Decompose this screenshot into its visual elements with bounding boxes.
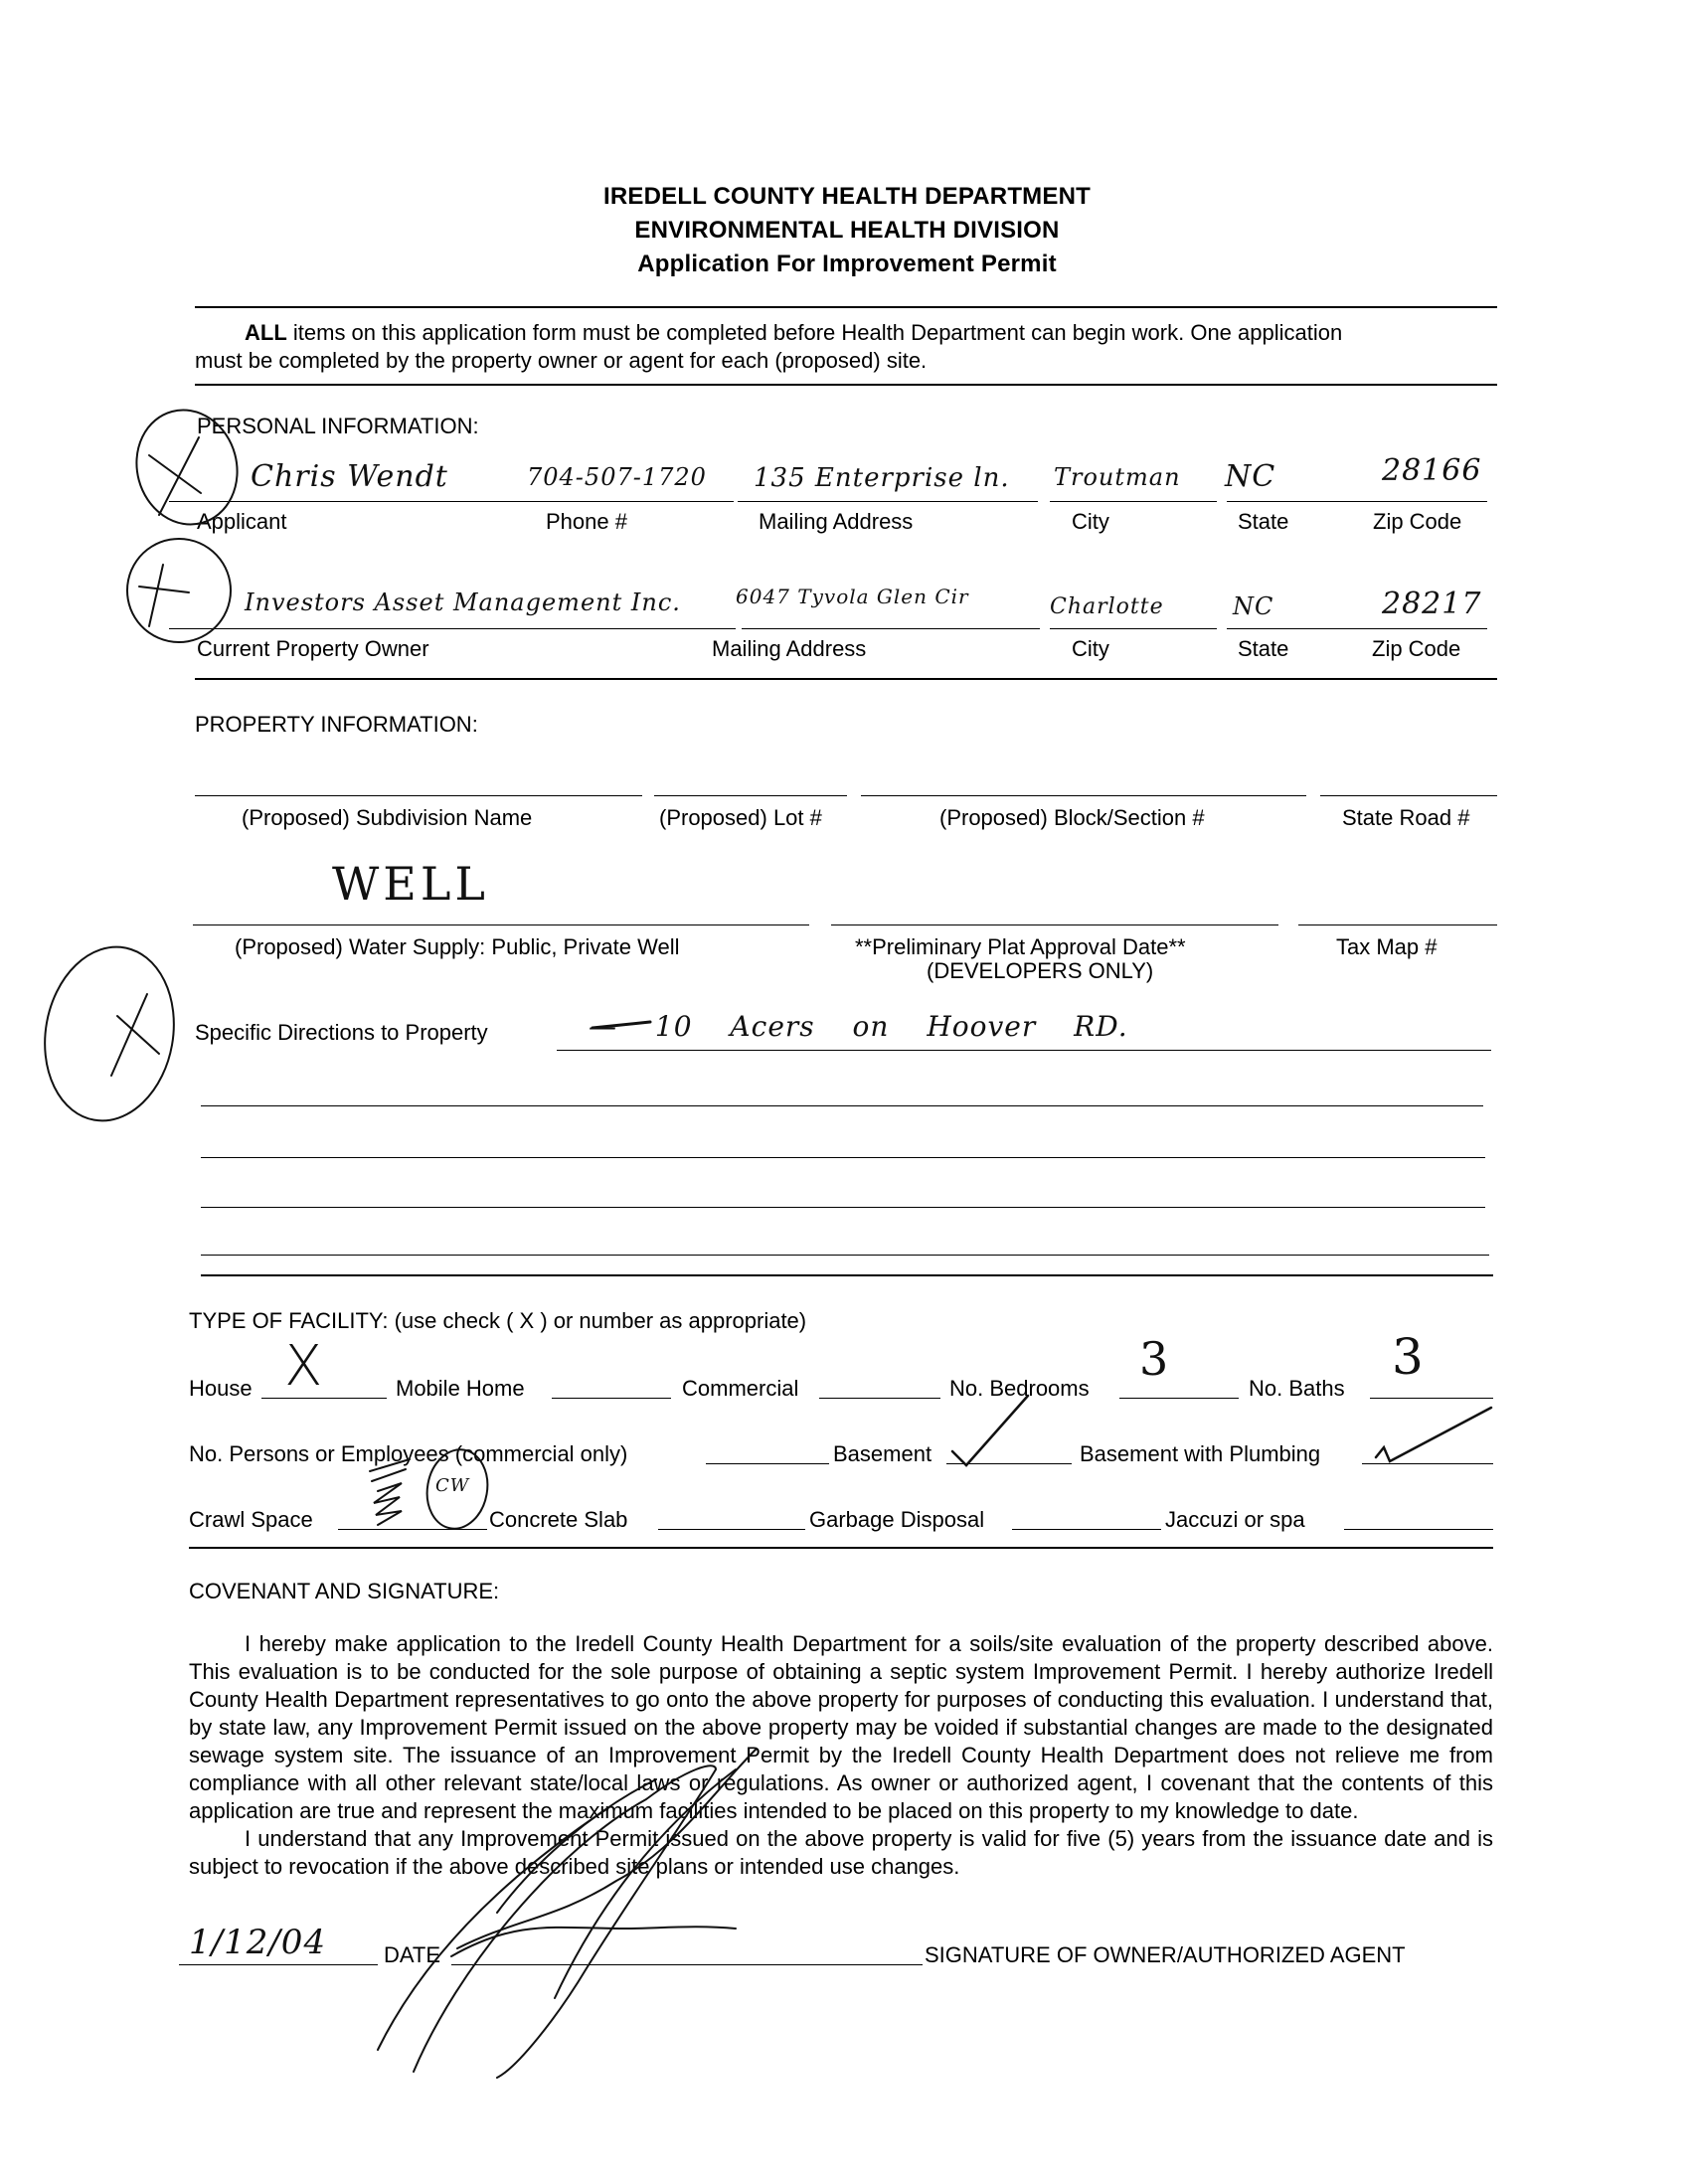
lot-label: (Proposed) Lot # [659, 805, 822, 830]
covenant-paragraph-1: I hereby make application to the Iredell County Health Department for a soils/site evaluation of the property described above. This evaluation is to be conducted for the sole purpose of obtaining a septic system Improvement Permit. I hereby authorize Iredell County Health Department representatives to go onto the above property for purposes of conducting this evaluation. I understand that, by state law, any Improvement Permit issued on the above property may be voided if substantial changes are made to the designated sewage system site. The issuance of an Improvement Permit by the Iredell County Health Department does not relieve me from compliance with all other relevant state/local laws or regulations. As owner or authorized agent, I covenant that the contents of this application are true and represent the maximum facilities intended to be placed on this property to my knowledge to date. [189, 1631, 1493, 1823]
covenant-heading: COVENANT AND SIGNATURE: [189, 1579, 500, 1603]
commercial-field[interactable] [819, 1398, 940, 1399]
intro-text-line2: must be completed by the property owner or agent for each (proposed) site. [195, 348, 928, 373]
circled-x-icon [32, 936, 188, 1131]
directions-line-2 [201, 1105, 1483, 1106]
directions-line-4 [201, 1207, 1485, 1208]
lot-line [654, 795, 847, 796]
block-label: (Proposed) Block/Section # [939, 805, 1205, 830]
owner-line [169, 628, 736, 629]
house-value[interactable]: X [284, 1334, 324, 1399]
block-line [861, 795, 1306, 796]
directions-label: Specific Directions to Property [195, 1020, 488, 1045]
city-label: City [1072, 509, 1109, 534]
signature-label: SIGNATURE OF OWNER/AUTHORIZED AGENT [925, 1942, 1406, 1967]
divider [189, 1547, 1493, 1549]
directions-line-5 [201, 1255, 1489, 1256]
owner-zip-label: Zip Code [1372, 636, 1461, 661]
owner-mailing-label: Mailing Address [712, 636, 867, 661]
tax-map-label: Tax Map # [1336, 934, 1438, 959]
directions-line [557, 1050, 1491, 1051]
state-label: State [1238, 509, 1289, 534]
owner-mailing-value[interactable]: 6047 Tyvola Glen Cir [736, 585, 969, 608]
subdivision-label: (Proposed) Subdivision Name [242, 805, 533, 830]
intro-text-line1 [245, 320, 1342, 346]
persons-field[interactable] [706, 1463, 829, 1464]
basement-plumbing-label: Basement with Plumbing [1080, 1441, 1321, 1466]
state-road-label: State Road # [1342, 805, 1470, 830]
owner-zip-value[interactable]: 28217 [1382, 587, 1482, 621]
water-supply-label: (Proposed) Water Supply: Public, Private Well [235, 934, 680, 959]
mobile-home-label: Mobile Home [396, 1376, 525, 1401]
divider [195, 384, 1497, 386]
plat-date-label: **Preliminary Plat Approval Date** [855, 934, 1186, 959]
phone-value[interactable]: 704-507-1720 [527, 463, 707, 491]
owner-city-value[interactable]: Charlotte [1050, 594, 1164, 619]
property-info-heading: PROPERTY INFORMATION: [195, 712, 478, 737]
city-value[interactable]: Troutman [1054, 463, 1181, 491]
zip-value[interactable]: 28166 [1382, 453, 1482, 488]
covenant-paragraph-2: I understand that any Improvement Permit issued on the above property is valid for five (5) years from the issuance date and is subject to revocation if the above described site plans or intended use changes. [189, 1826, 1493, 1879]
persons-label: No. Persons or Employees (commercial only) [189, 1441, 628, 1466]
house-field[interactable] [261, 1398, 387, 1399]
owner-value[interactable]: Investors Asset Management Inc. [245, 588, 681, 616]
bedrooms-label: No. Bedrooms [949, 1376, 1090, 1401]
phone-line [376, 501, 734, 502]
applicant-label: Applicant [197, 509, 287, 534]
signature-field[interactable] [451, 1964, 923, 1965]
garbage-disposal-field[interactable] [1012, 1529, 1161, 1530]
state-road-line [1320, 795, 1497, 796]
covenant-text [189, 1630, 1493, 1881]
facility-heading: TYPE OF FACILITY: (use check ( X ) or number as appropriate) [189, 1308, 807, 1333]
divider [201, 1274, 1493, 1276]
owner-city-line [1050, 628, 1217, 629]
applicant-value[interactable]: Chris Wendt [251, 459, 448, 494]
jacuzzi-label: Jaccuzi or spa [1165, 1507, 1305, 1532]
concrete-slab-label: Concrete Slab [489, 1507, 628, 1532]
jacuzzi-field[interactable] [1344, 1529, 1493, 1530]
developers-only-label: (DEVELOPERS ONLY) [927, 958, 1154, 983]
owner-state-line [1227, 628, 1374, 629]
crawl-space-label: Crawl Space [189, 1507, 313, 1532]
department-title: IREDELL COUNTY HEALTH DEPARTMENT [603, 183, 1091, 210]
directions-line-3 [201, 1157, 1485, 1158]
bedrooms-value[interactable]: 3 [1139, 1332, 1170, 1386]
intro-bold: ALL [245, 320, 287, 345]
division-title: ENVIRONMENTAL HEALTH DIVISION [634, 217, 1060, 244]
mailing-line [738, 501, 1038, 502]
divider [195, 306, 1497, 308]
water-supply-line [193, 924, 809, 925]
baths-label: No. Baths [1249, 1376, 1345, 1401]
date-value[interactable]: 1/12/04 [189, 1923, 327, 1962]
state-value[interactable]: NC [1225, 459, 1276, 494]
owner-city-label: City [1072, 636, 1109, 661]
plat-date-line [831, 924, 1278, 925]
form-title: Application For Improvement Permit [637, 251, 1057, 277]
mobile-home-field[interactable] [552, 1398, 671, 1399]
owner-mailing-line [742, 628, 1040, 629]
baths-value[interactable]: 3 [1392, 1328, 1425, 1386]
date-field[interactable] [179, 1964, 378, 1965]
personal-info-heading: PERSONAL INFORMATION: [197, 414, 479, 438]
basement-label: Basement [833, 1441, 932, 1466]
owner-state-value[interactable]: NC [1233, 592, 1274, 620]
bedrooms-field[interactable] [1119, 1398, 1239, 1399]
garbage-disposal-label: Garbage Disposal [809, 1507, 985, 1532]
crawl-space-field[interactable] [338, 1529, 487, 1530]
circled-plus-icon [119, 531, 239, 650]
subdivision-line [195, 795, 642, 796]
date-label: DATE [384, 1942, 441, 1967]
tax-map-line [1298, 924, 1497, 925]
owner-state-label: State [1238, 636, 1289, 661]
water-supply-value[interactable]: WELL [332, 857, 489, 911]
directions-value[interactable]: — 10 Acers on Hoover RD. [589, 1010, 1128, 1043]
house-label: House [189, 1376, 253, 1401]
city-line [1050, 501, 1217, 502]
phone-label: Phone # [546, 509, 627, 534]
mailing-address-value[interactable]: 135 Enterprise ln. [754, 463, 1010, 493]
zip-line [1366, 501, 1487, 502]
concrete-slab-field[interactable] [658, 1529, 805, 1530]
owner-zip-line [1366, 628, 1487, 629]
crawl-space-value[interactable]: CW [435, 1475, 470, 1496]
state-line [1227, 501, 1374, 502]
intro-rest: items on this application form must be completed before Health Department can begin work. One application [286, 320, 1343, 345]
zip-label: Zip Code [1373, 509, 1462, 534]
owner-label: Current Property Owner [197, 636, 429, 661]
divider [195, 678, 1497, 680]
mailing-label: Mailing Address [759, 509, 914, 534]
commercial-label: Commercial [682, 1376, 799, 1401]
